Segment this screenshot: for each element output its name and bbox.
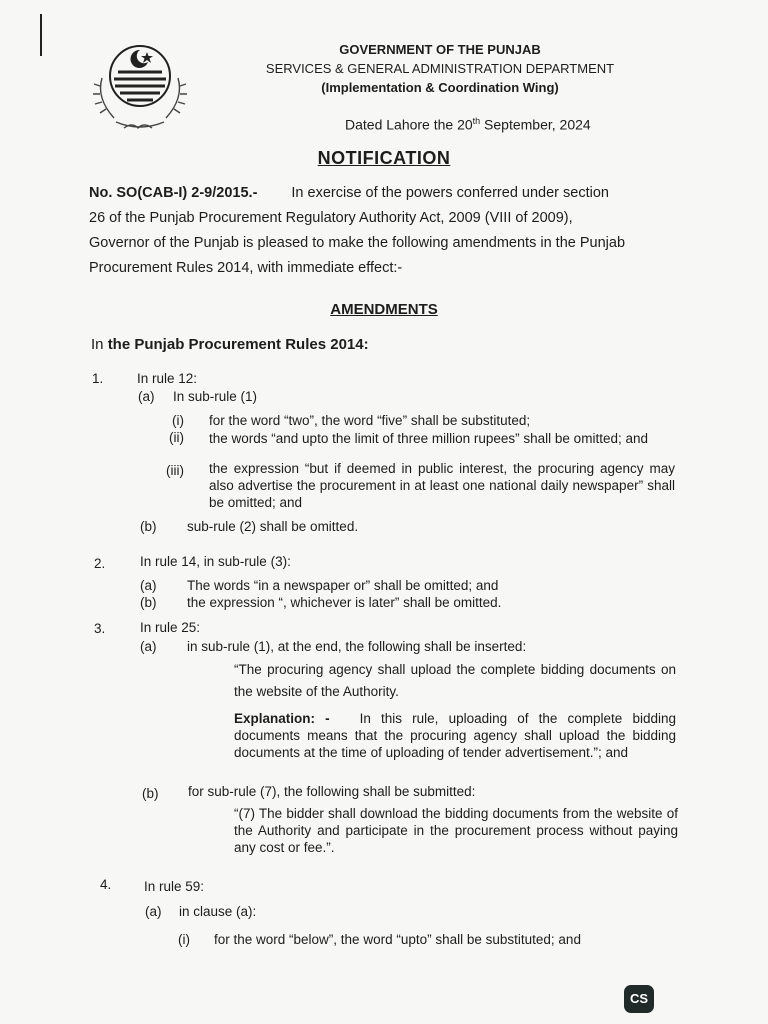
item-4-heading: In rule 59:	[144, 879, 205, 894]
item-3b-quote: “(7) The bidder shall download the bidding documents from the website of the Authority and participate in the procurement process without paying any cost or fee.”.	[234, 806, 678, 855]
item-1a-i-label: (i)	[172, 413, 184, 428]
item-1-heading: In rule 12:	[137, 371, 198, 386]
item-4a-text: in clause (a):	[179, 904, 257, 919]
item-2-number: 2.	[94, 556, 106, 571]
item-4a-label: (a)	[145, 904, 162, 919]
item-2a-label: (a)	[140, 578, 157, 593]
intro-paragraph: No. SO(CAB-I) 2-9/2015.- In exercise of the powers conferred under section 26 of the Punjab Procurement Regulatory Authority Act, 2009 (VIII of 2009), Governor of the Punjab is pleased to make the following amendments in the Punjab Procurement Rules 2014, with immediate effect:-	[89, 185, 626, 276]
camscanner-badge: CS	[624, 985, 654, 1013]
margin-mark	[40, 14, 42, 56]
item-3-heading: In rule 25:	[140, 620, 201, 635]
header-government: GOVERNMENT OF THE PUNJAB	[339, 42, 541, 57]
item-3a-text: in sub-rule (1), at the end, the following shall be inserted:	[187, 639, 527, 654]
reference-number: No. SO(CAB-I) 2-9/2015.-	[89, 185, 258, 201]
date-line: Dated Lahore the 20th September, 2024	[345, 116, 591, 133]
item-3b-text: for sub-rule (7), the following shall be submitted:	[188, 784, 476, 799]
item-3a-quote: “The procuring agency shall upload the complete bidding documents on the website of the Authority.	[234, 662, 676, 699]
item-3a-label: (a)	[140, 639, 157, 654]
item-2b-text: the expression “, whichever is later” shall be omitted.	[187, 595, 502, 610]
item-1b-text: sub-rule (2) shall be omitted.	[187, 519, 359, 534]
item-4a-i-text: for the word “below”, the word “upto” shall be substituted; and	[214, 932, 581, 947]
item-1a-ii-label: (ii)	[169, 430, 184, 445]
item-2a-text: The words “in a newspaper or” shall be omitted; and	[187, 578, 499, 593]
notification-title: NOTIFICATION	[317, 148, 451, 168]
item-1a-i-text: for the word “two”, the word “five” shall be substituted;	[209, 413, 531, 428]
item-4-number: 4.	[100, 877, 112, 892]
item-2-heading: In rule 14, in sub-rule (3):	[140, 554, 291, 569]
item-1b-label: (b)	[140, 519, 157, 534]
item-4a-i-label: (i)	[178, 932, 190, 947]
header-wing: (Implementation & Coordination Wing)	[321, 80, 559, 95]
amendments-title: AMENDMENTS	[330, 301, 438, 318]
item-1a-text: In sub-rule (1)	[173, 389, 258, 404]
item-3-number: 3.	[94, 621, 106, 636]
item-3b-label: (b)	[142, 786, 159, 801]
government-seal-logo	[80, 38, 200, 138]
item-1-number: 1.	[92, 371, 104, 386]
header-department: SERVICES & GENERAL ADMINISTRATION DEPARTMENT	[265, 61, 615, 76]
item-1a-iii-label: (iii)	[166, 463, 184, 478]
item-2b-label: (b)	[140, 595, 157, 610]
item-3a-explanation: Explanation: - In this rule, uploading of the complete bidding documents means that the procuring agency shall upload the bidding documents at the time of uploading of tender advertisement.”; and	[234, 711, 676, 760]
item-1a-iii-text: the expression “but if deemed in public interest, the procuring agency may also advertise the procurement in at least one national daily newspaper” shall be omitted; and	[209, 461, 675, 510]
item-1a-label: (a)	[138, 389, 155, 404]
item-1a-ii-text: the words “and upto the limit of three million rupees” shall be omitted; and	[209, 431, 648, 446]
rules-heading: In the Punjab Procurement Rules 2014:	[91, 336, 369, 353]
